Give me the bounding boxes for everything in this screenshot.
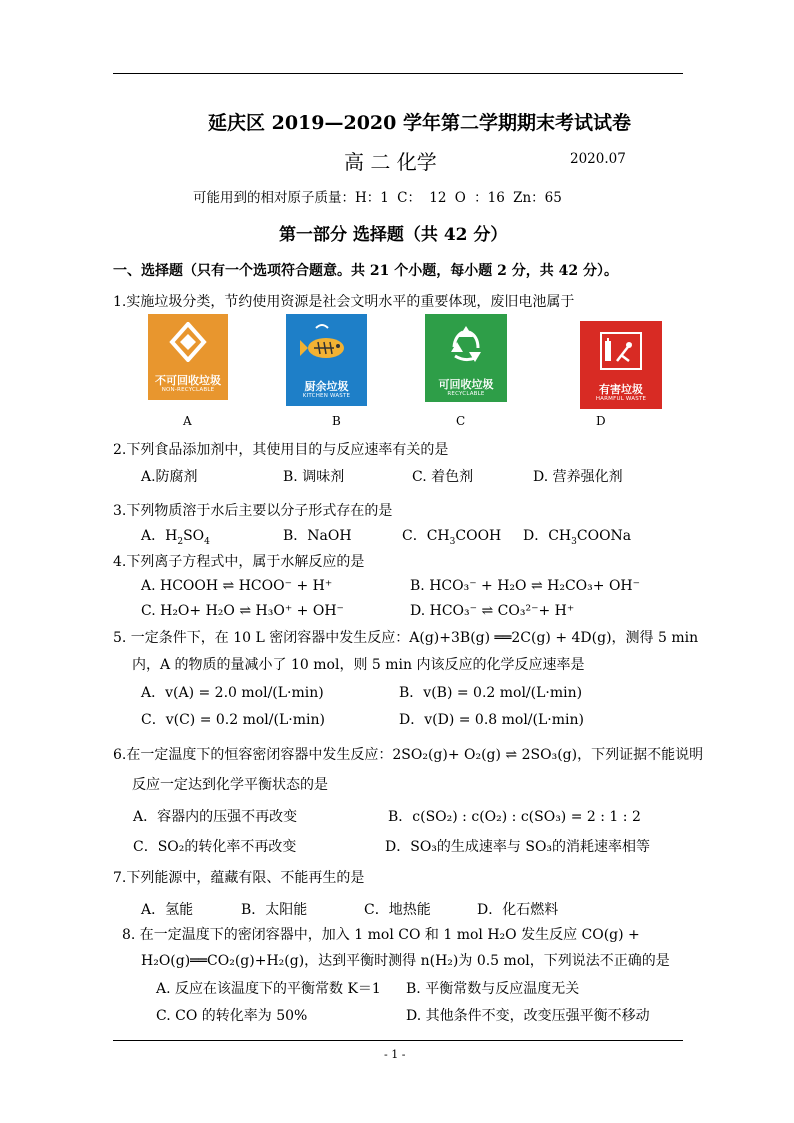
bin-letter-b: B — [332, 414, 341, 428]
question-8-line2: H₂O(g)══CO₂(g)+H₂(g)，达到平衡时测得 n(H₂)为 0.5 mol，下列说法不正确的是 — [141, 953, 670, 969]
question-4-stem: 4.下列离子方程式中，属于水解反应的是 — [113, 554, 365, 570]
q3-option-d: D．$CH_3COONa$ — [523, 528, 632, 547]
bin-kitchen-waste: 厨余垃圾 KITCHEN WASTE — [286, 314, 367, 406]
non-recyclable-icon — [168, 322, 208, 362]
q7-option-d: D．化石燃料 — [477, 902, 559, 918]
top-rule — [113, 73, 683, 74]
q3-option-c: C．$CH_3COOH$ — [402, 528, 502, 547]
q4-option-c: C. H₂O+ H₂O ⇌ H₃O⁺ + OH⁻ — [141, 603, 344, 619]
bottom-rule — [113, 1040, 683, 1041]
exam-date: 2020.07 — [570, 151, 626, 167]
q8-option-c: C. CO 的转化率为 50% — [156, 1008, 308, 1024]
q8-option-a: A. 反应在该温度下的平衡常数 K＝1 — [156, 981, 381, 997]
part1-title: 第一部分 选择题（共 42 分） — [279, 225, 508, 245]
question-1-stem: 1.实施垃圾分类，节约使用资源是社会文明水平的重要体现，废旧电池属于 — [113, 294, 575, 310]
question-5-line1: 5. 一定条件下，在 10 L 密闭容器中发生反应：A(g)+3B(g) ══2C(g) + 4D(g)，测得 5 min — [113, 630, 699, 646]
q3-option-a: A．$H_2SO_4$ — [141, 528, 210, 547]
q6-option-a: A．容器内的压强不再改变 — [133, 809, 298, 825]
question-6-line2: 反应一定达到化学平衡状态的是 — [132, 777, 328, 793]
q4-option-d: D. HCO₃⁻ ⇌ CO₃²⁻+ H⁺ — [410, 603, 575, 619]
q6-option-d: D．SO₃的生成速率与 SO₃的消耗速率相等 — [385, 839, 651, 855]
page-number: - 1 - — [384, 1048, 406, 1061]
q4-option-b: B. HCO₃⁻ + H₂O ⇌ H₂CO₃+ OH⁻ — [410, 578, 641, 594]
subject-heading: 高 二 化学 — [344, 150, 437, 174]
question-8-line1: 8. 在一定温度下的密闭容器中，加入 1 mol CO 和 1 mol H₂O 发生反应 CO(g) + — [122, 927, 640, 943]
bin-letter-a: A — [183, 414, 192, 428]
q2-option-d: D. 营养强化剂 — [533, 469, 623, 485]
q4-option-a: A. HCOOH ⇌ HCOO⁻ + H⁺ — [141, 578, 333, 594]
bin-non-recyclable: 不可回收垃圾 NON-RECYCLABLE — [148, 314, 228, 400]
question-7-stem: 7.下列能源中，蕴藏有限、不能再生的是 — [113, 870, 365, 886]
q7-option-b: B．太阳能 — [241, 902, 308, 918]
bin-harmful-waste: 有害垃圾 HARMFUL WASTE — [580, 321, 662, 409]
atomic-mass-note: 可能用到的相对原子质量：H：1 C： 12 O ：16 Zn：65 — [193, 190, 562, 206]
q2-option-c: C. 着色剂 — [412, 469, 474, 485]
question-5-line2: 内，A 的物质的量减小了 10 mol，则 5 min 内该反应的化学反应速率是 — [132, 657, 585, 673]
fish-bone-icon — [298, 320, 354, 372]
q7-option-c: C．地热能 — [364, 902, 431, 918]
q8-option-d: D. 其他条件不变，改变压强平衡不移动 — [406, 1008, 650, 1024]
q6-option-c: C．SO₂的转化率不再改变 — [133, 839, 297, 855]
q3-option-b: B．NaOH — [283, 528, 352, 544]
part1-instruction: 一、选择题（只有一个选项符合题意。共 21 个小题，每小题 2 分，共 42 分）。 — [113, 263, 618, 279]
q5-option-d: D．v(D) = 0.8 mol/(L·min) — [399, 712, 584, 728]
q5-option-a: A．v(A) = 2.0 mol/(L·min) — [141, 685, 324, 701]
bin-letter-c: C — [456, 414, 466, 428]
question-3-stem: 3.下列物质溶于水后主要以分子形式存在的是 — [113, 503, 393, 519]
q5-option-c: C．v(C) = 0.2 mol/(L·min) — [141, 712, 325, 728]
q2-option-b: B. 调味剂 — [283, 469, 345, 485]
bin-recyclable: 可回收垃圾 RECYCLABLE — [425, 314, 507, 402]
q2-option-a: A.防腐剂 — [141, 469, 198, 485]
bin-letter-d: D — [596, 414, 606, 428]
question-2-stem: 2.下列食品添加剂中，其使用目的与反应速率有关的是 — [113, 442, 449, 458]
q8-option-b: B. 平衡常数与反应温度无关 — [406, 981, 580, 997]
recycle-icon — [445, 322, 487, 364]
q6-option-b: B．c(SO₂) : c(O₂) : c(SO₃) = 2 : 1 : 2 — [388, 809, 641, 825]
q5-option-b: B．v(B) = 0.2 mol/(L·min) — [399, 685, 583, 701]
battery-hazard-icon — [599, 331, 643, 371]
q7-option-a: A．氢能 — [141, 902, 194, 918]
exam-title: 延庆区 2019—2020 学年第二学期期末考试试卷 — [208, 112, 631, 134]
question-6-line1: 6.在一定温度下的恒容密闭容器中发生反应：2SO₂(g)+ O₂(g) ⇌ 2SO₃(g)，下列证据不能说明 — [113, 747, 704, 763]
